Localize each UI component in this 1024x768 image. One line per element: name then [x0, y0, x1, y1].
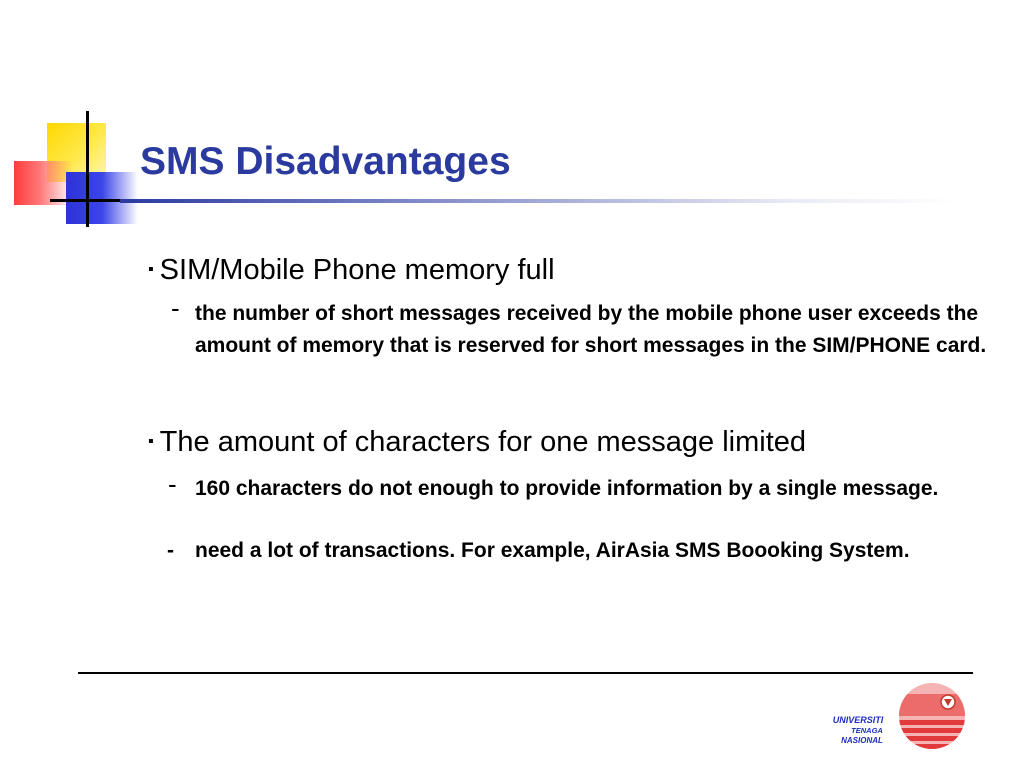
- bullet-character-limit: [148, 425, 806, 460]
- logo-line-2: TENAGA: [851, 726, 883, 735]
- bullet-text: SIM/Mobile Phone memory full: [159, 254, 555, 286]
- sub-point-text: the number of short messages received by the mobile phone user exceeds the amount of memory that is reserved for short messages in the SIM/PHONE card.: [195, 302, 987, 357]
- decor-blue-square: [66, 172, 138, 224]
- logo-line-3: NASIONAL: [841, 736, 883, 745]
- logo-line-1: UNIVERSITI: [832, 715, 884, 725]
- bullet-memory-full: [148, 253, 555, 288]
- dash-marker: -: [167, 539, 174, 562]
- title-underline: [120, 199, 960, 203]
- sub-point-text: 160 characters do not enough to provide information by a single message.: [195, 477, 939, 500]
- logo-emblem: [898, 682, 968, 752]
- decor-vertical-line: [86, 111, 89, 227]
- footer-divider: [78, 672, 973, 674]
- slide-title: SMS Disadvantages: [140, 140, 511, 183]
- uniten-logo: [818, 680, 978, 752]
- dash-marker: -: [171, 293, 180, 323]
- dash-marker: -: [168, 469, 177, 499]
- sub-point-transactions: [167, 535, 995, 567]
- bullet-square-icon: ▪: [148, 261, 154, 278]
- sub-point-text: need a lot of transactions. For example, AirAsia SMS Boooking System.: [195, 539, 910, 562]
- bullet-text: The amount of characters for one message limited: [159, 426, 807, 458]
- sub-point-160-characters: [168, 469, 995, 505]
- sub-point-memory: [171, 293, 1024, 362]
- bullet-square-icon: ▪: [148, 433, 154, 450]
